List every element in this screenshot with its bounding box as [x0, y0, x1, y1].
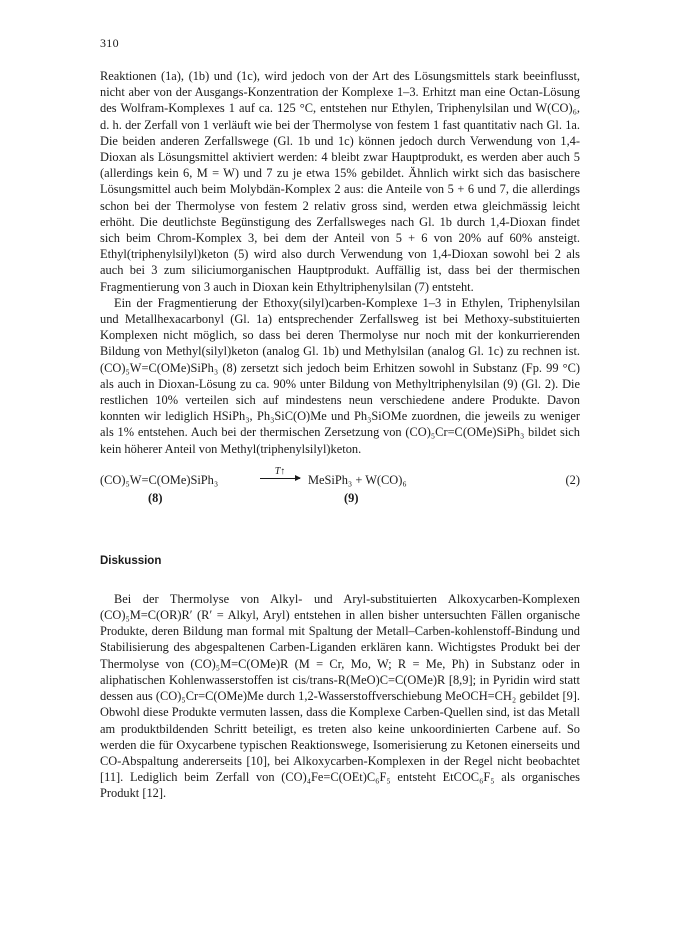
arrow-label: T↑ — [274, 465, 286, 477]
reactant-compound-label: (8) — [148, 490, 163, 505]
equation-reactant: (CO)₅W=C(OMe)SiPh₃ — [100, 472, 219, 487]
discussion-paragraph: Bei der Thermolyse von Alkyl- und Aryl-substituierten Alkoxycarben-Komplexen (CO)₅M=C(OR)R′ (R′ = Alkyl, Aryl) entstehen in allen bisher untersuchten Fällen organische Produkte, deren Bildung man formal mit Spaltung der Metall–Carben-kohlenstoff-Bindung und Stabilisierung des abgespaltenen Carben-Liganden erklären kann. Wichtigstes Produkt bei der Thermolyse von (CO)₅M=C(OMe)R (M = Cr, Mo, W; R = Me, Ph) in Substanz oder in aliphatischen Kohlenwasserstoffen ist cis/trans-R(MeO)C=C(OMe)R [8,9]; in Pyridin wird statt dessen aus (CO)₅Cr=C(OMe)Me durch 1,2-Wasserstoffverschiebung MeOCH=CH₂ gebildet [9]. Obwohl diese Produkte vermuten lassen, dass die Komplexe Carben-Quellen sind, ist das Metall am produktbildenden Schritt beteiligt, es treten also keine unkoordinierten Carbene auf. So werden die für Oxycarbene typischen Reaktionswege, Isomerisierung zu Ketonen einerseits und CO-Abspaltung andererseits [10], bei Alkoxycarben-Komplexen in der Regel nicht beobachtet [11]. Lediglich beim Zerfall von (CO)₄Fe=C(OEt)C₆F₅ entsteht EtCOC₆F₅ als organisches Produkt [12]. — [100, 591, 580, 801]
equation-number: (2) — [565, 472, 580, 487]
arrow-icon — [260, 478, 300, 479]
section-heading: Diskussion — [100, 554, 162, 567]
equation-2 — [100, 465, 580, 513]
page-number: 310 — [100, 36, 119, 50]
paragraph-2: Ein der Fragmentierung der Ethoxy(silyl)carben-Komplexe 1–3 in Ethylen, Triphenylsilan und Metallhexacarbonyl (Gl. 1a) entsprechender Zerfallsweg ist bei Methoxy-substituierten Komplexen nicht möglich, so dass bei deren Thermolyse nur noch mit der konkurrierenden Bildung von Methyl(silyl)keton (analog Gl. 1b) und Methylsilan (analog Gl. 1c) zu rechnen ist. (CO)₅W=C(OMe)SiPh₃ (8) zersetzt sich jedoch beim Erhitzen sowohl in Substanz (Fp. 99 °C) als auch in Dioxan-Lösung zu ca. 90% unter Bildung von Methyltriphenylsilan (9) (Gl. 2). Die restlichen 10% verteilen sich auf mindestens neun verschiedene andere Produkte. Davon konnten wir lediglich HSiPh₃, Ph₃SiC(O)Me und Ph₃SiOMe zuordnen, die jeweils zu weniger als 1% entstehen. Auch bei der thermischen Zersetzung von (CO)₅Cr=C(OMe)SiPh₃ bildet sich kein höherer Anteil von Methyl(triphenylsilyl)keton. — [100, 295, 580, 456]
text-column — [100, 68, 580, 802]
paragraph-1: Reaktionen (1a), (1b) und (1c), wird jedoch von der Art des Lösungsmittels stark beeinflusst, nicht aber von der Ausgangs-Konzentration der Komplexe 1–3. Erhitzt man eine Octan-Lösung des Wolfram-Komplexes 1 auf ca. 125 °C, entstehen nur Ethylen, Triphenylsilan und W(CO)₆, d. h. der Zerfall von 1 verläuft wie bei der Thermolyse von festem 1 fast quantitativ nach Gl. 1a. Die beiden anderen Zerfallswege (Gl. 1b und 1c) können jedoch durch Verwendung von 1,4-Dioxan als Lösungsmittel aktiviert werden: 4 bleibt zwar Hauptprodukt, es werden aber auch 5 (allerdings kein 6, M = W) und 7 zu je etwa 15% gebildet. Ähnlich wirkt sich das basischere Lösungsmittel auch beim Molybdän-Komplex 2 aus: die Anteile von 5 + 6 und 7, die allerdings schon bei der Thermolyse von festem 2 relativ gross sind, werden etwa gleichmässig leicht erhöht. Die deutlichste Begünstigung des Zerfallsweges nach Gl. 1b durch 1,4-Dioxan findet sich beim Chrom-Komplex 3, bei dem der Anteil von 5 + 6 von 20% auf 60% ansteigt. Ethyl(triphenylsilyl)keton (5) wird also durch Verwendung von 1,4-Dioxan sowohl bei 2 als auch bei 3 zum siliciumorganischen Hauptprodukt. Auffällig ist, dass bei der thermischen Fragmentierung von 3 auch in Dioxan kein Ethyltriphenylsilan (7) entsteht. — [100, 69, 580, 294]
reaction-arrow — [260, 466, 300, 479]
equation-products: MeSiPh₃ + W(CO)₆ — [308, 472, 407, 487]
product-compound-label: (9) — [344, 490, 359, 505]
